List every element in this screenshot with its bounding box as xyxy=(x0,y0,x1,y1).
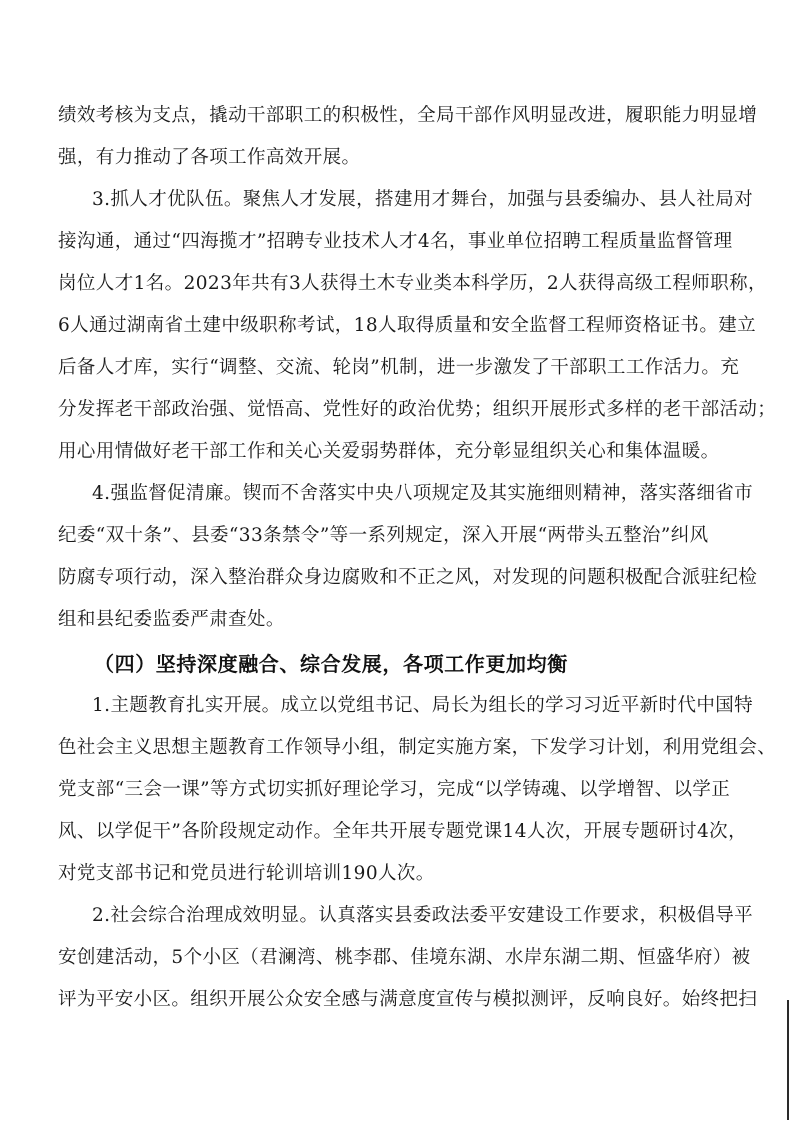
text-line: 对党支部书记和党员进行轮训培训190人次。 xyxy=(58,863,435,884)
text-line: 色社会主义思想主题教育工作领导小组，制定实施方案，下发学习计划，利用党组会、 xyxy=(58,737,777,758)
scan-edge-mark xyxy=(787,1000,789,1120)
text-line: 1.主题教育扎实开展。成立以党组书记、局长为组长的学习习近平新时代中国特 xyxy=(92,695,754,716)
text-line: 接沟通，通过“四海揽才”招聘专业技术人才4名，事业单位招聘工程质量监督管理 xyxy=(58,231,733,252)
text-line: 绩效考核为支点，撬动干部职工的积极性，全局干部作风明显改进，履职能力明显增 xyxy=(58,105,758,126)
text-line: 3.抓人才优队伍。聚焦人才发展，搭建用才舞台，加强与县委编办、县人社局对 xyxy=(92,189,754,210)
text-line: 用心用情做好老干部工作和关心关爱弱势群体，充分彰显组织关心和集体温暖。 xyxy=(58,441,720,462)
text-line: 防腐专项行动，深入整治群众身边腐败和不正之风，对发现的问题积极配合派驻纪检 xyxy=(58,567,758,588)
section-heading: （四）坚持深度融合、综合发展，各项工作更加均衡 xyxy=(94,652,568,676)
text-line: 风、以学促干”各阶段规定动作。全年共开展专题党课14人次，开展专题研讨4次， xyxy=(58,821,747,842)
text-line: 2.社会综合治理成效明显。认真落实县委政法委平安建设工作要求，积极倡导平 xyxy=(92,905,754,926)
text-line: 纪委“双十条”、县委“33条禁令”等一系列规定，深入开展“两带头五整治”纠风 xyxy=(58,525,709,546)
text-line: 强，有力推动了各项工作高效开展。 xyxy=(58,147,361,168)
text-line: 岗位人才1名。2023年共有3人获得土木专业类本科学历，2人获得高级工程师职称， xyxy=(58,273,767,294)
text-line: 6人通过湖南省土建中级职称考试，18人取得质量和安全监督工程师资格证书。建立 xyxy=(58,315,757,336)
text-line: 4.强监督促清廉。锲而不舍落实中央八项规定及其实施细则精神，落实落细省市 xyxy=(92,483,754,504)
text-line: 分发挥老干部政治强、觉悟高、党性好的政治优势；组织开展形式多样的老干部活动； xyxy=(58,399,777,420)
text-line: 组和县纪委监委严肃查处。 xyxy=(58,609,285,630)
text-line: 评为平安小区。组织开展公众安全感与满意度宣传与模拟测评，反响良好。始终把扫 xyxy=(58,989,758,1010)
text-line: 安创建活动，5个小区（君澜湾、桃李郡、佳境东湖、水岸东湖二期、恒盛华府）被 xyxy=(58,947,751,968)
text-line: 党支部“三会一课”等方式切实抓好理论学习，完成“以学铸魂、以学增智、以学正 xyxy=(58,779,731,800)
text-line: 后备人才库，实行“调整、交流、轮岗”机制，进一步激发了干部职工工作活力。充 xyxy=(58,357,740,378)
